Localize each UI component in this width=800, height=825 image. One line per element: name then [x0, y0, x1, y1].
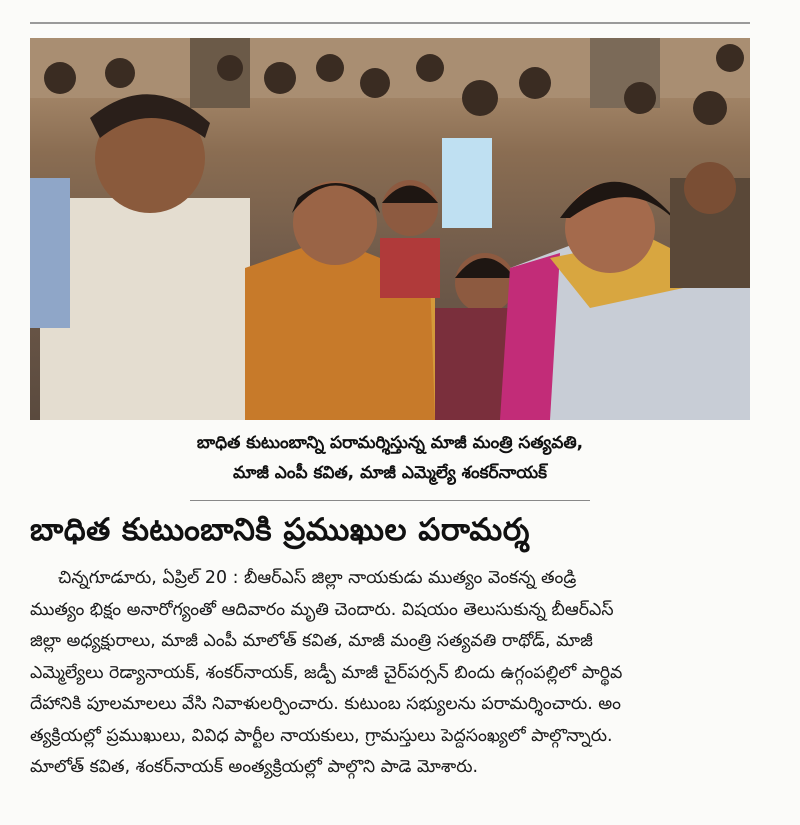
caption-divider	[190, 500, 590, 501]
next-article-headline	[30, 803, 330, 825]
caption-line-1: బాధిత కుటుంబాన్ని పరామర్శిస్తున్న మాజీ మంత్రి సత్యవతి,	[196, 433, 584, 453]
article-line: త్యక్రియల్లో ప్రముఖులు, వివిధ పార్టీల నాయకులు, గ్రామస్తులు పెద్దసంఖ్యలో పాల్గొన్నారు.	[30, 725, 613, 746]
article-line: మాలోత్ కవిత, శంకర్‌నాయక్ అంత్యక్రియల్లో పాల్గొని పాడె మోశారు.	[30, 757, 479, 777]
article-line: ఎమ్మెల్యేలు రెడ్యానాయక్, శంకర్‌నాయక్, జడ్పీ మాజీ చైర్‌పర్సన్ బిందు ఉగ్గంపల్లిలో పార్థివ	[30, 662, 623, 683]
article-headline: బాధిత కుటుంబానికి ప్రముఖుల పరామర్శ	[30, 512, 530, 548]
article-line: దేహానికి పూలమాలలు వేసి నివాళులర్పించారు. కుటుంబ సభ్యులను పరామర్శించారు. అం	[30, 694, 622, 714]
article-body	[30, 563, 752, 784]
caption-line-2: మాజీ ఎంపీ కవిత, మాజీ ఎమ్మెల్యే శంకర్‌నాయక్	[233, 463, 547, 483]
photo-illustration	[30, 38, 750, 420]
photo-caption	[30, 428, 750, 488]
news-photo	[30, 38, 750, 420]
previous-article-strip	[30, 0, 750, 24]
article-line: చిన్నగూడూరు, ఏప్రిల్ 20 : బీఆర్‌ఎస్ జిల్లా నాయకుడు ముత్యం వెంకన్న తండ్రి	[58, 568, 577, 588]
article-line: జిల్లా అధ్యక్షురాలు, మాజీ ఎంపీ మాలోత్ కవిత, మాజీ మంత్రి సత్యవతి రాథోడ్, మాజీ	[30, 631, 593, 651]
article-line: ముత్యం భిక్షం అనారోగ్యంతో ఆదివారం మృతి చెందారు. విషయం తెలుసుకున్న బీఆర్‌ఎస్	[30, 599, 614, 620]
